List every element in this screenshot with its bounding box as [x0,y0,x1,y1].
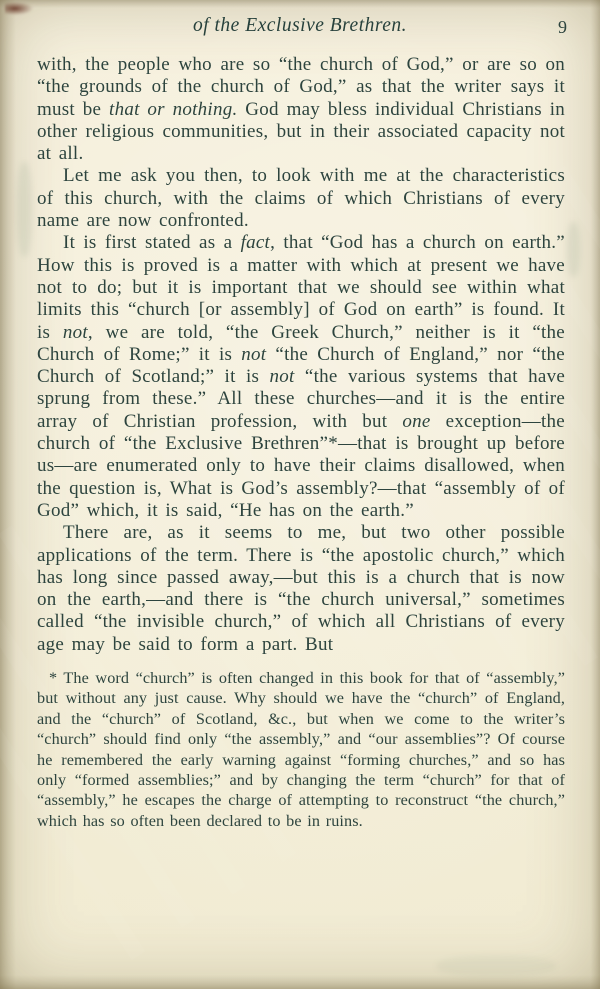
page-gutter-shadow [0,0,16,989]
ink-bleedthrough [17,162,32,257]
scan-edge-shadow-right [590,0,600,989]
scan-artifact-corner [5,2,33,15]
footnote [37,668,565,831]
running-header [0,15,600,45]
ink-bleedthrough [436,955,556,977]
scan-edge-shadow-top [0,0,600,8]
ink-bleedthrough [567,222,580,277]
page-number: 9 [558,17,567,37]
paragraph: There are, as it seems to me, but two other possible applications of the term. There is “the apostolic church,” which has long since passed away,—but this is a church that is now on the earth,—and there is “the church universal,” sometimes called “the invisible church,” of which all Christians of every age may be said to form a part. But [37,522,565,655]
paragraph: with, the people who are so “the church of God,” or are so on “the grounds of the church of God,” as that the writer says it must be that or nothing. God may bless individual Christians in other religious communities, but in their associated capacity not at all. [37,54,565,165]
footnote-text: * The word “church” is often changed in this book for that of “assembly,” but without any just cause. Why should we have the “church” of England, and the “church” of Scotland, &c., but when we come to the writer’s “church” should find only “the assembly,” and “our assemblies”? Of course he remembered the early warning against “forming churches,” and so has only “formed assemblies;” and by changing the term “church” for that of “assembly,” he escapes the charge of attempting to reconstruct “the church,” which has so often been declared to be in ruins. [37,669,565,830]
page-content [37,54,565,831]
running-header-title: of the Exclusive Brethren. [192,15,408,36]
paragraph: Let me ask you then, to look with me at the characteristics of this church, with the claims of which Christians of every name are now confronted. [37,165,565,232]
paragraph: It is first stated as a fact, that “God has a church on earth.” How this is proved is a matter with which at present we have not to do; but it is important that we should see within what limits this “church [or assembly] of God on earth” is found. It is not, we are told, “the Greek Church,” neither is it “the Church of Rome;” it is not “the Church of England,” nor “the Church of Scotland;” it is not “the various systems that have sprung from these.” All these churches—and it is the entire array of Christian profession, with but one exception—the church of “the Exclusive Brethren”*—that is brought up before us—are enumerated only to have their claims disallowed, when the question is, What is God’s assembly?—that “assembly of of God” which, it is said, “He has on the earth.” [37,232,565,521]
body-paragraphs [37,54,565,656]
scan-edge-shadow-bottom [0,975,600,989]
